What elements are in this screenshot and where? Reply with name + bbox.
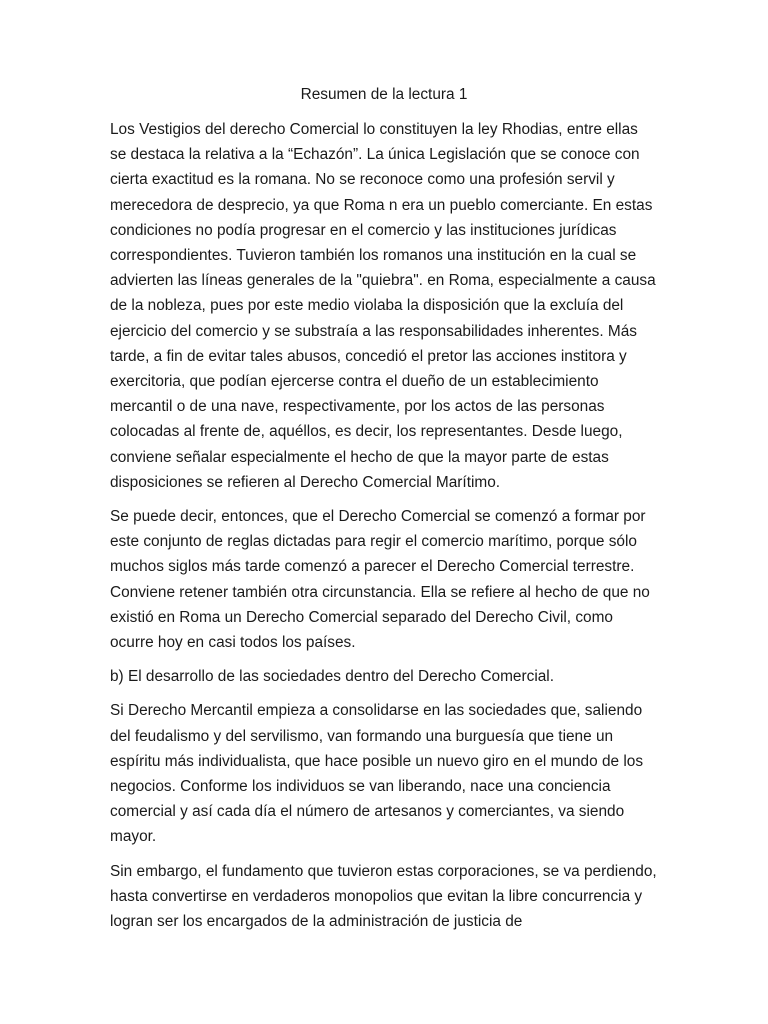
paragraph-maritime-law: Se puede decir, entonces, que el Derecho Comercial se comenzó a formar por este conjunto de reglas dictadas para regir el comercio marítimo, porque sólo muchos siglos más tarde comenzó a parecer el Derecho Comercial terrestre. Conviene retener también otra circunstancia. Ella se refiere al hecho de que no existió en Roma un Derecho Comercial separado del Derecho Civil, como ocurre hoy en casi todos los países. (110, 508, 650, 652)
paragraph-mercantile-consolidation: Si Derecho Mercantil empieza a consolidarse en las sociedades que, saliendo del feudalismo y del servilismo, van formando una burguesía que tiene un espíritu más individualista, que hace posible un nuevo giro en el mundo de los negocios. Conforme los individuos se van liberando, nace una conciencia comercial y así cada día el número de artesanos y comerciantes, va siendo mayor. (110, 702, 644, 846)
paragraph-corporations: Sin embargo, el fundamento que tuvieron estas corporaciones, se va perdiendo, hasta convertirse en verdaderos monopolios que evitan la libre concurrencia y logran ser los encargados de la administración de justicia de (110, 862, 657, 931)
document-title: Resumen de la lectura 1 (300, 86, 468, 103)
document-body (110, 117, 658, 943)
section-heading-societies: b) El desarrollo de las sociedades dentro del Derecho Comercial. (110, 668, 554, 686)
paragraph-roman-origins: Los Vestigios del derecho Comercial lo constituyen la ley Rhodias, entre ellas se destaca la relativa a la “Echazón”. La única Legislación que se conoce con cierta exactitud es la romana. No se reconoce como una profesión servil y merecedora de desprecio, ya que Roma n era un pueblo comerciante. En estas condiciones no podía progresar en el comercio y las instituciones jurídicas correspondientes. Tuvieron también los romanos una institución en la cual se advierten las líneas generales de la "quiebra". en Roma, especialmente a causa de la nobleza, pues por este medio violaba la disposición que la excluía del ejercicio del comercio y se substraía a las responsabilidades inherentes. Más tarde, a fin de evitar tales abusos, concedió el pretor las acciones institora y exercitoria, que podían ejercerse contra el dueño de un establecimiento mercantil o de una nave, respectivamente, por los actos de las personas colocadas al frente de, aquéllos, es decir, los representantes. Desde luego, conviene señalar especialmente el hecho de que la mayor parte de estas disposiciones se refieren al Derecho Comercial Marítimo. (110, 121, 656, 491)
